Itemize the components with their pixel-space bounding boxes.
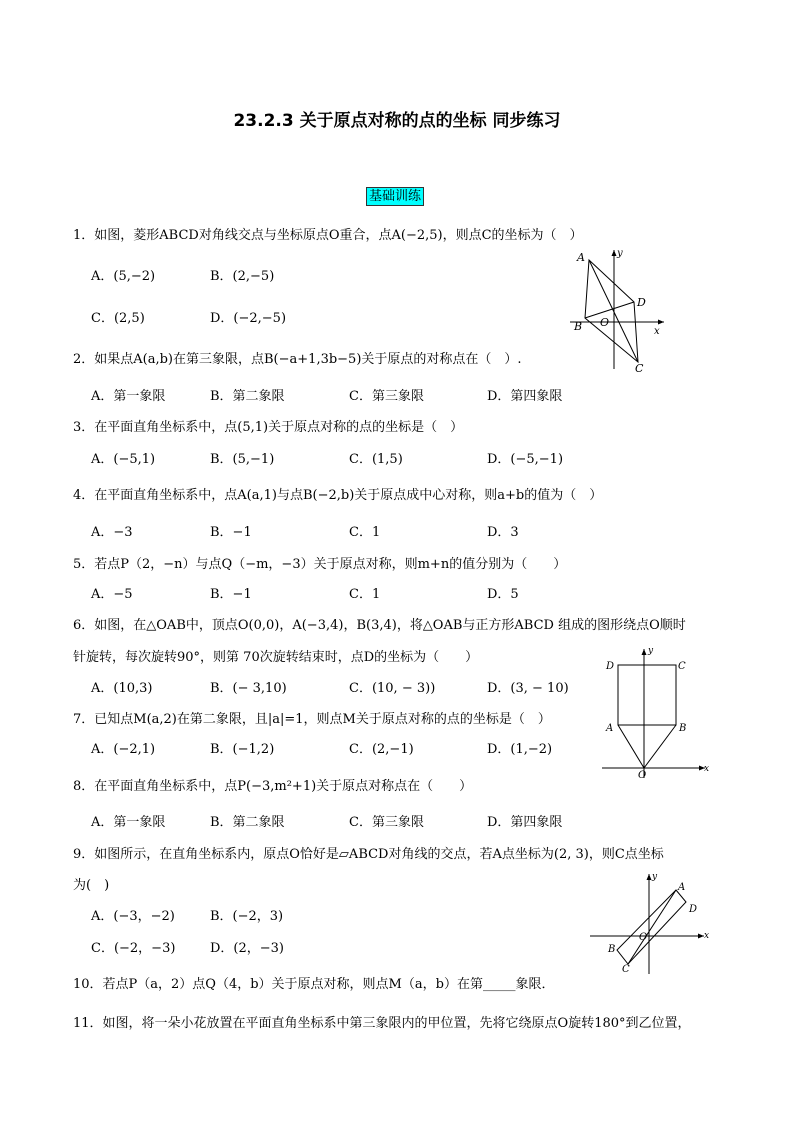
q8-option-d[interactable]: D．第四象限 [487, 815, 563, 830]
q2-option-d[interactable]: D．第四象限 [487, 389, 563, 404]
fig1-label-b: B [574, 320, 583, 333]
fig2-label-c: C [678, 661, 686, 672]
q6-option-a[interactable]: A．(10,3) [91, 681, 153, 696]
q9-option-c[interactable]: C．(−2，−3) [91, 941, 176, 956]
q4-option-a[interactable]: A．−3 [91, 525, 133, 540]
fig2-label-d: D [606, 661, 615, 672]
q8-option-c[interactable]: C．第三象限 [349, 815, 424, 830]
question-5-stem: 5．若点P（2，−n）与点Q（−m，−3）关于原点对称，则m+n的值分别为（ ） [73, 557, 567, 572]
q1-option-c[interactable]: C．(2,5) [91, 311, 145, 326]
q2-option-c[interactable]: C．第三象限 [349, 389, 424, 404]
q7-option-c[interactable]: C．(2,−1) [349, 742, 414, 757]
question-6-stem-cont: 针旋转，每次旋转90°，则第 70次旋转结束时，点D的坐标为（ ） [73, 650, 479, 665]
q1-option-b[interactable]: B．(2,−5) [210, 269, 275, 284]
figure-parallelogram [590, 868, 714, 976]
fig2-label-y: y [648, 646, 654, 656]
q4-option-d[interactable]: D．3 [487, 525, 519, 540]
q5-option-d[interactable]: D．5 [487, 587, 519, 602]
fig1-label-c: C [635, 362, 644, 374]
q6-option-d[interactable]: D．(3, − 10) [487, 681, 569, 696]
q3-option-d[interactable]: D．(−5,−1) [487, 452, 564, 467]
fig3-label-o: O [639, 932, 648, 943]
q8-option-a[interactable]: A．第一象限 [91, 815, 166, 830]
fig3-label-a: A [678, 882, 686, 893]
question-1-stem: 1．如图，菱形ABCD对角线交点与坐标原点O重合，点A(−2,5)，则点C的坐标为（ ） [73, 228, 583, 243]
q7-option-b[interactable]: B．(−1,2) [210, 742, 275, 757]
q2-option-a[interactable]: A．第一象限 [91, 389, 166, 404]
q7-option-d[interactable]: D．(1,−2) [487, 742, 553, 757]
question-7-stem: 7．已知点M(a,2)在第二象限，且|a|=1，则点M关于原点对称的点的坐标是（ ） [73, 712, 551, 727]
figure-triangle-square [602, 643, 714, 779]
fig2-label-b: B [679, 723, 687, 734]
q4-option-c[interactable]: C．1 [349, 525, 381, 540]
question-9-stem-cont: 为( ) [73, 878, 110, 893]
q1-option-a[interactable]: A．(5,−2) [91, 269, 156, 284]
figure-rhombus [562, 244, 672, 374]
question-4-stem: 4．在平面直角坐标系中，点A(a,1)与点B(−2,b)关于原点成中心对称，则a+b的值为（ ） [73, 488, 603, 503]
question-6-stem: 6．如图，在△OAB中，顶点O(0,0)，A(−3,4)，B(3,4)，将△OAB与正方形ABCD 组成的图形绕点O顺时 [73, 618, 686, 633]
fig1-label-a: A [577, 251, 585, 264]
fig3-label-b: B [608, 944, 616, 955]
q9-option-b[interactable]: B．(−2，3) [210, 909, 284, 924]
q3-option-a[interactable]: A．(−5,1) [91, 452, 156, 467]
fig3-label-c: C [622, 964, 630, 975]
q4-option-b[interactable]: B．−1 [210, 525, 252, 540]
question-8-stem: 8．在平面直角坐标系中，点P(−3,m²+1)关于原点对称点在（ ） [73, 779, 473, 794]
q6-option-b[interactable]: B．(− 3,10) [210, 681, 287, 696]
q3-option-c[interactable]: C．(1,5) [349, 452, 403, 467]
q6-option-c[interactable]: C．(10, − 3)) [349, 681, 436, 696]
section-badge: 基础训练 [366, 187, 424, 206]
q7-option-a[interactable]: A．(−2,1) [91, 742, 156, 757]
question-11-stem: 11．如图，将一朵小花放置在平面直角坐标系中第三象限内的甲位置，先将它绕原点O旋转180°到乙位置， [73, 1016, 691, 1031]
fig2-label-x: x [704, 764, 710, 774]
fig1-label-x: x [654, 326, 660, 337]
fig3-label-y: y [652, 872, 658, 882]
q5-option-a[interactable]: A．−5 [91, 587, 133, 602]
q5-option-b[interactable]: B．−1 [210, 587, 252, 602]
q8-option-b[interactable]: B．第二象限 [210, 815, 285, 830]
question-9-stem: 9．如图所示，在直角坐标系内，原点O恰好是▱ABCD对角线的交点，若A点坐标为(2, 3)，则C点坐标 [73, 847, 664, 862]
fig1-label-o: O [600, 316, 610, 329]
question-2-stem: 2．如果点A(a,b)在第三象限，点B(−a+1,3b−5)关于原点的对称点在（ ）. [73, 352, 522, 367]
fig2-label-o: O [638, 770, 647, 779]
fig3-label-d: D [689, 904, 698, 915]
q1-option-d[interactable]: D．(−2,−5) [210, 311, 287, 326]
page-title: 23.2.3 关于原点对称的点的坐标 同步练习 [233, 111, 561, 131]
question-3-stem: 3．在平面直角坐标系中，点(5,1)关于原点对称的点的坐标是（ ） [73, 420, 464, 435]
q5-option-c[interactable]: C．1 [349, 587, 381, 602]
q9-option-a[interactable]: A．(−3，−2) [91, 909, 175, 924]
fig3-label-x: x [704, 931, 710, 941]
q2-option-b[interactable]: B．第二象限 [210, 389, 285, 404]
fig1-label-y: y [617, 248, 623, 259]
fig2-label-a: A [606, 723, 614, 734]
fig1-label-d: D [637, 296, 646, 309]
q9-option-d[interactable]: D．(2，−3) [210, 941, 285, 956]
question-10-stem: 10．若点P（a，2）点Q（4，b）关于原点对称，则点M（a，b）在第_____象限． [73, 977, 555, 992]
q3-option-b[interactable]: B．(5,−1) [210, 452, 275, 467]
